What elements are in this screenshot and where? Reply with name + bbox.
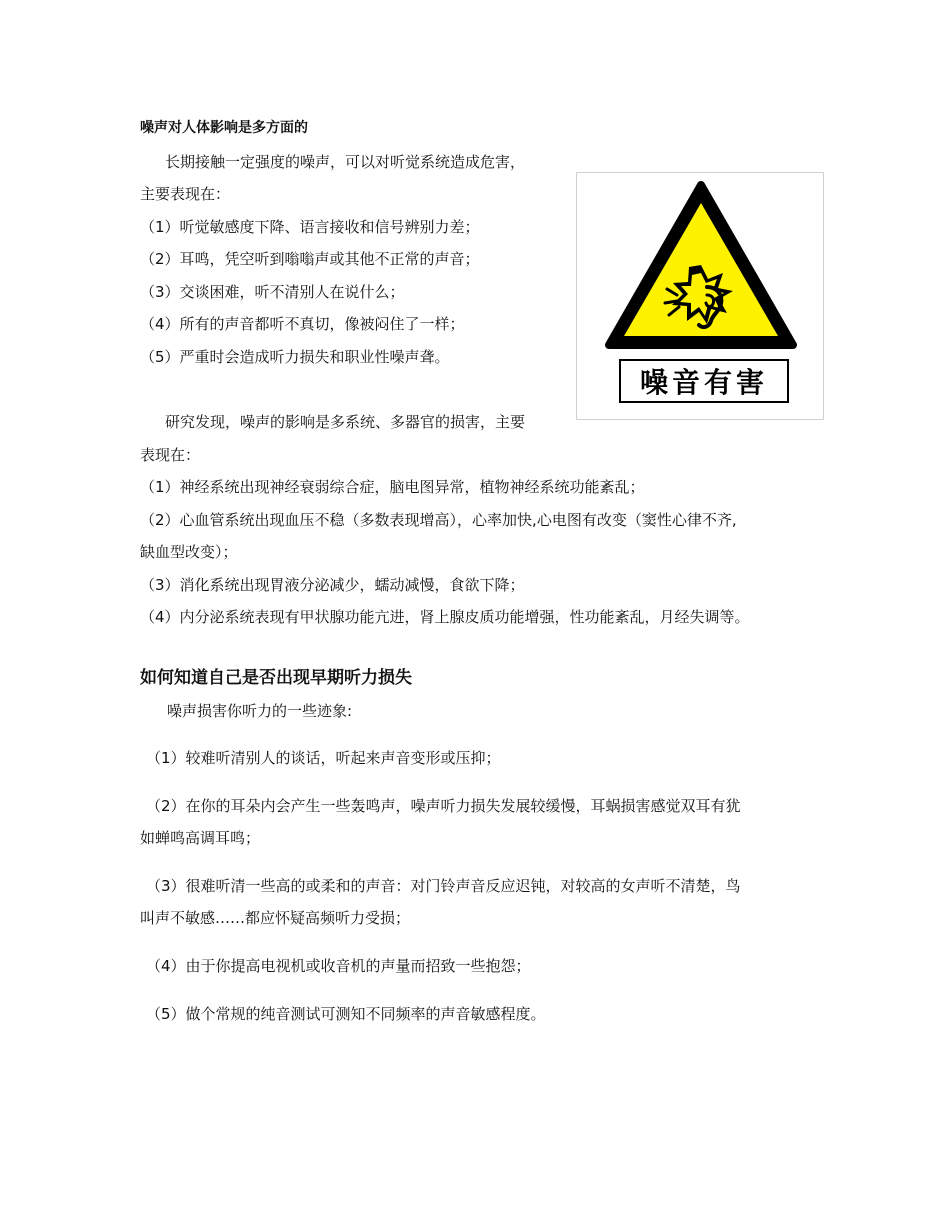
paragraph-line: 研究发现，噪声的影响是多系统、多器官的损害，主要 <box>165 413 526 431</box>
list-item: （1）听觉敏感度下降、语言接收和信号辨别力差； <box>140 218 480 236</box>
noise-warning-sign <box>576 172 824 420</box>
list-item: （3）消化系统出现胃液分泌减少，蠕动减慢，食欲下降； <box>140 576 525 594</box>
list-item: （4）所有的声音都听不真切，像被闷住了一样； <box>140 315 465 333</box>
list-item: （2）心血管系统出现血压不稳（多数表现增高），心率加快,心电图有改变（窦性心律不齐, <box>140 511 737 529</box>
paragraph-line: 长期接触一定强度的噪声，可以对听觉系统造成危害， <box>165 153 526 171</box>
list-item: （5）严重时会造成听力损失和职业性噪声聋。 <box>140 348 450 366</box>
list-item-continuation: 如蝉鸣高调耳鸣； <box>140 829 261 847</box>
list-item: （1）较难听清别人的谈话，听起来声音变形或压抑； <box>146 749 501 767</box>
paragraph-line: 表现在： <box>140 446 201 464</box>
paragraph-line: 噪声损害你听力的一些迹象: <box>167 702 353 720</box>
list-item: （3）很难听清一些高的或柔和的声音：对门铃声音反应迟钝，对较高的女声听不清楚，鸟 <box>146 877 741 895</box>
section-heading-early-hearing-loss: 如何知道自己是否出现早期听力损失 <box>140 668 412 688</box>
list-item: （5）做个常规的纯音测试可测知不同频率的声音敏感程度。 <box>146 1005 546 1023</box>
list-item: （4）由于你提高电视机或收音机的声量而招致一些抱怨； <box>146 957 531 975</box>
list-item: （2）耳鸣，凭空听到嗡嗡声或其他不正常的声音； <box>140 250 480 268</box>
list-item: （2）在你的耳朵内会产生一些轰鸣声，噪声听力损失发展较缓慢，耳蜗损害感觉双耳有犹 <box>146 797 741 815</box>
list-item: （3）交谈困难，听不清别人在说什么； <box>140 283 405 301</box>
paragraph-line: 主要表现在： <box>140 185 231 203</box>
list-item-continuation: 缺血型改变）； <box>140 543 238 561</box>
section-heading-noise-effects: 噪声对人体影响是多方面的 <box>140 120 308 136</box>
list-item-continuation: 叫声不敏感……都应怀疑高频听力受损； <box>140 909 411 927</box>
sign-label: 噪音有害 <box>619 359 789 403</box>
list-item: （4）内分泌系统表现有甲状腺功能亢进，肾上腺皮质功能增强，性功能紊乱，月经失调等。 <box>140 608 750 626</box>
list-item: （1）神经系统出现神经衰弱综合症，脑电图异常，植物神经系统功能紊乱； <box>140 478 645 496</box>
